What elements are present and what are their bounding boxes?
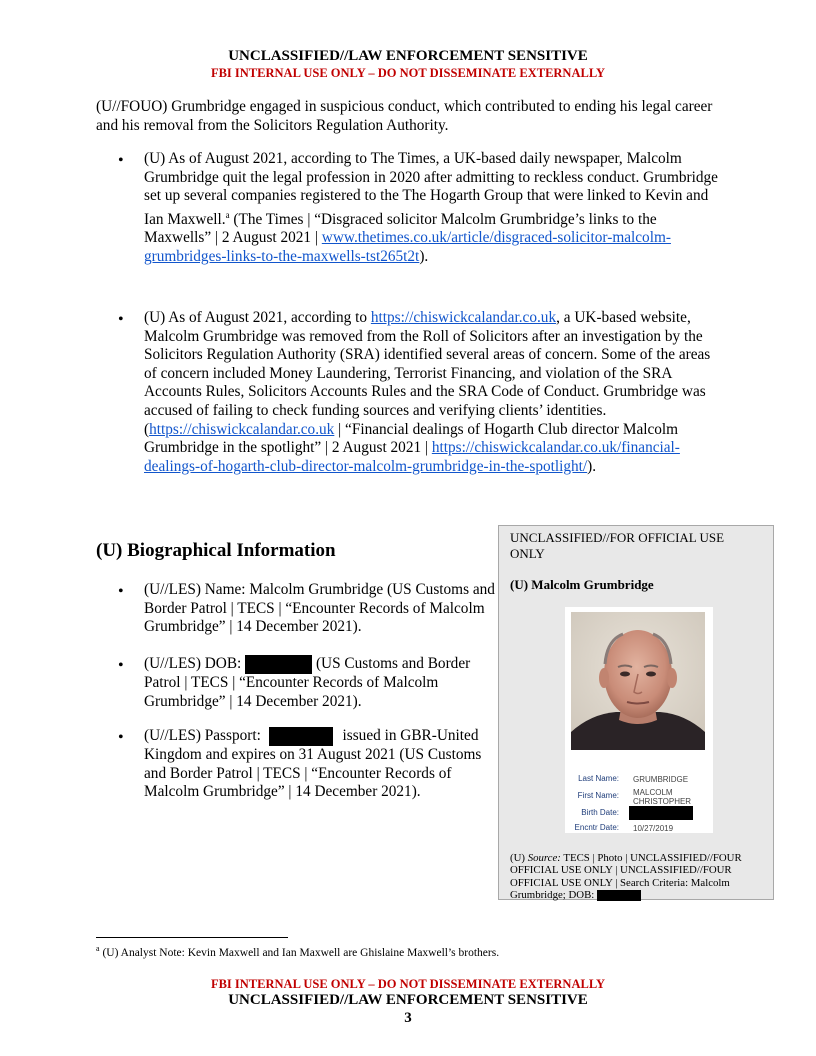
last-name-label: Last Name: (578, 774, 619, 783)
photo-source-label: Source: (527, 852, 561, 864)
bullet-chiswick-text: , a UK-based website, Malcolm Grumbridge was removed from the Roll of Solicitors after an investigation by the Solicitors Regulation Authority (SRA) identified several areas of concern. Some of the areas of concern included Money Laundering, Terrorist Financing, and violation of the SRA Accounts Rules, Solicitors Accounts Rules and the SRA Code of Conduct. Grumbridge was accused of failing to check funding sources and verifying clients’ identities. ( (144, 309, 711, 438)
bio-passport (144, 727, 500, 802)
photo-box-title: (U) Malcolm Grumbridge (510, 577, 654, 592)
bullet-dot: • (118, 311, 124, 328)
first-name-value-2: CHRISTOPHER (633, 797, 692, 806)
bio-passport-label: (U//LES) Passport: (144, 727, 265, 745)
bullet-times-end: ). (419, 248, 429, 266)
birth-date-label: Birth Date: (581, 808, 619, 817)
bio-dob-label: (U//LES) DOB: (144, 655, 246, 673)
photo-source-text: TECS | Photo | UNCLASSIFIED//FOUR OFFICIAL USE ONLY | UNCLASSIFIED//FOUR OFFICIAL USE ONLY | Search Criteria: Malcolm Grumbridge; DOB: (510, 852, 742, 901)
bullet-chiswick-pre: (U) As of August 2021, according to (144, 309, 371, 326)
bullet-dot: • (118, 729, 124, 746)
footnote-text: (U) Analyst Note: Kevin Maxwell and Ian Maxwell are Ghislaine Maxwell’s brothers. (99, 946, 500, 959)
bullet-dot: • (118, 583, 124, 600)
footnote (96, 944, 499, 959)
bullet-chiswick-cite: | “Financial dealings of Hogarth Club director Malcolm Grumbridge in the spotlight” | 2 August 2021 | (144, 420, 679, 457)
bio-name: (U//LES) Name: Malcolm Grumbridge (US Customs and Border Patrol | TECS | “Encounter Records of Malcolm Grumbridge” | 14 December 2021). (144, 581, 495, 636)
tecs-record-card (565, 607, 713, 833)
last-name-value: GRUMBRIDGE (633, 775, 689, 784)
chiswick-article-link[interactable]: https://chiswickcalandar.co.uk/financial-dealings-of-hogarth-club-director-malcolm-grumbridge-in-the-spotlight/ (144, 439, 680, 475)
first-name-value-1: MALCOLM (633, 788, 673, 797)
encntr-date-label: Encntr Date: (574, 823, 619, 832)
encntr-date-value: 10/27/2019 (633, 824, 674, 833)
subject-photo (571, 612, 705, 750)
times-article-link[interactable]: www.thetimes.co.uk/article/disgraced-solicitor-malcolm-grumbridges-links-to-the-maxwells-tst265t2t (144, 229, 671, 266)
bullet-dot: • (118, 657, 124, 674)
footnote-separator (96, 937, 288, 938)
photo-box-classification: UNCLASSIFIED//FOR OFFICIAL USE ONLY (510, 530, 725, 561)
bullet-times-text: (U) As of August 2021, according to The Times, a UK-based daily newspaper, Malcolm Grumbridge quit the legal profession in 2020 after admitting to reckless conduct. Grumbridge set up several companies registered to the The Hogarth Group that were linked to Kevin and Ian Maxwell. (144, 150, 718, 228)
page-number: 3 (404, 1010, 412, 1026)
birth-date-redaction (629, 806, 693, 820)
source-dob-redaction (597, 890, 641, 901)
first-name-label: First Name: (577, 791, 619, 800)
passport-redaction (269, 727, 333, 746)
bullet-dot: • (118, 152, 124, 169)
footnote-ref[interactable]: a (225, 209, 230, 220)
bio-passport-detail: issued in GBR-United Kingdom and expires on 31 August 2021 (US Customs and Border Patrol | TECS | “Encounter Records of Malcolm Grumbridge” | 14 December 2021). (144, 727, 482, 801)
dob-redaction (245, 655, 312, 674)
photo-source (510, 852, 766, 901)
bio-dob-source: (US Customs and Border Patrol | TECS | “Encounter Records of Malcolm Grumbridge” | 14 December 2021). (144, 655, 471, 710)
intro-paragraph: (U//FOUO) Grumbridge engaged in suspicious conduct, which contributed to ending his legal career and his removal from the Solicitors Regulation Authority. (96, 98, 713, 134)
chiswick-site-link-2[interactable]: https://chiswickcalandar.co.uk (149, 420, 335, 438)
footer-classification: UNCLASSIFIED//LAW ENFORCEMENT SENSITIVE (228, 992, 588, 1008)
bullet-chiswick-end: ). (587, 457, 597, 475)
bullet-chiswick (144, 309, 724, 476)
header-caveat: FBI INTERNAL USE ONLY – DO NOT DISSEMINATE EXTERNALLY (210, 66, 606, 80)
bullet-times-cite: (The Times | “Disgraced solicitor Malcolm Grumbridge’s links to the Maxwells” | 2 August 2021 | (144, 210, 657, 247)
footer-caveat: FBI INTERNAL USE ONLY – DO NOT DISSEMINATE EXTERNALLY (210, 977, 606, 991)
section-title: (U) Biographical Information (96, 540, 336, 561)
header-classification: UNCLASSIFIED//LAW ENFORCEMENT SENSITIVE (228, 48, 588, 64)
photo-source-prefix: (U) (510, 852, 528, 864)
bio-dob (144, 655, 496, 711)
bullet-times (144, 150, 722, 267)
footnote-mark: a (96, 944, 100, 953)
chiswick-site-link[interactable]: https://chiswickcalandar.co.uk (370, 309, 557, 326)
